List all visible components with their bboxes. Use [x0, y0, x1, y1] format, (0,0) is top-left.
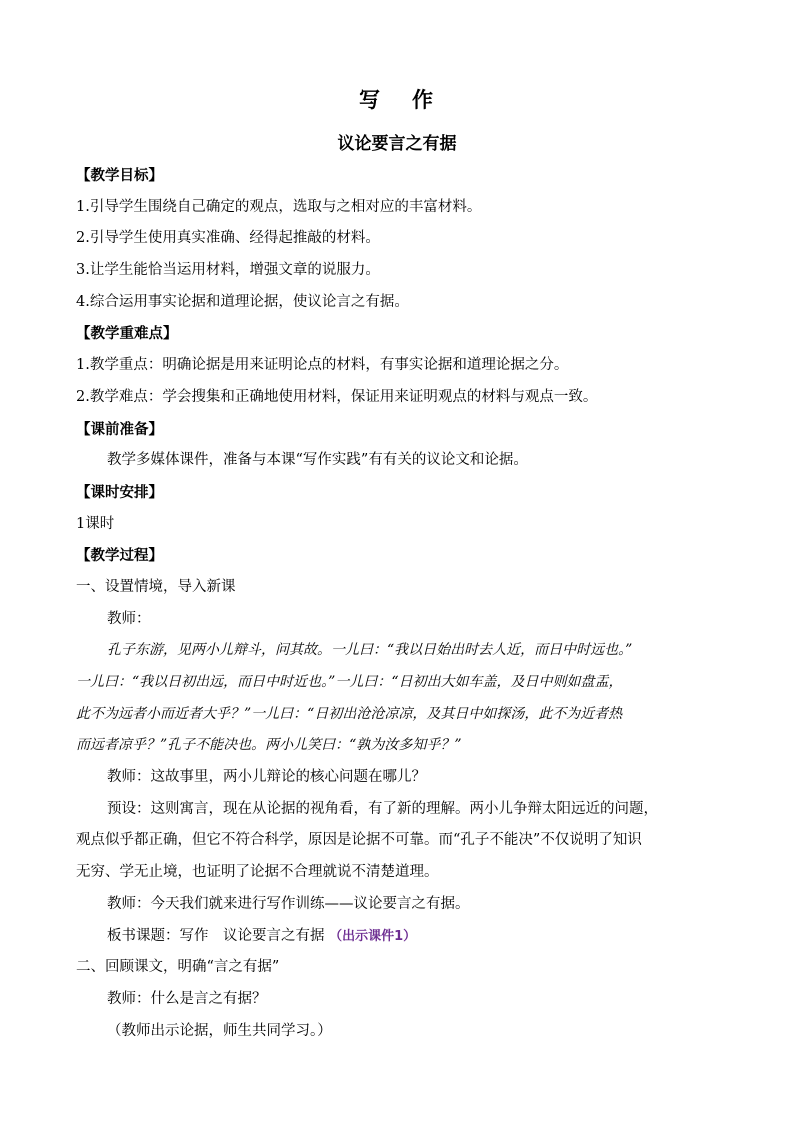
step-1-title: 一、设置情境，导入新课 [76, 578, 236, 595]
goal-item-4: 4.综合运用事实论据和道理论据，使议论言之有据。 [76, 293, 409, 310]
preset-line-2: 观点似乎都正确，但它不符合科学，原因是论据不可靠。而“孔子不能决”不仅说明了知识 [76, 832, 642, 849]
teacher-question: 教师：这故事里，两小儿辩论的核心问题在哪儿？ [107, 769, 426, 786]
story-line-2: 一儿曰：“我以日初出远，而日中时近也。”一儿曰：“日初出大如车盖，及日中则如盘盂， [76, 674, 623, 690]
title-part-2: 作 [412, 87, 435, 112]
teacher-today: 教师：今天我们就来进行写作训练——议论要言之有据。 [107, 895, 470, 912]
board-line [76, 921, 726, 953]
section-heading-goals: 【教学目标】 [76, 167, 163, 184]
preset-line-1: 预设：这则寓言，现在从论据的视角看，有了新的理解。两小儿争辩太阳远近的问题， [107, 800, 658, 817]
story-line-3: 此不为远者小而近者大乎？”一儿曰：“日初出沧沧凉凉，及其日中如探汤，此不为近者热 [76, 705, 623, 722]
page-subtitle: 议论要言之有据 [337, 134, 457, 154]
title-part-1: 写 [359, 87, 382, 112]
teacher-label: 教师： [107, 610, 151, 627]
section-heading-process: 【教学过程】 [76, 547, 163, 565]
keypoint-item-1: 1.教学重点：明确论据是用来证明论点的材料，有事实论据和道理论据之分。 [76, 357, 569, 374]
board-note: （出示课件1） [329, 928, 417, 944]
teacher-show: （教师出示论据，师生共同学习。） [107, 1022, 332, 1039]
preset-line-3: 无穷、学无止境，也证明了论据不合理就说不清楚道理。 [76, 864, 439, 881]
story-line-4: 而远者凉乎？”孔子不能决也。两小儿笑曰：“孰为汝多知乎？” [76, 737, 462, 754]
prep-text: 教学多媒体课件，准备与本课“写作实践”有有关的议论文和论据。 [107, 452, 528, 469]
section-heading-keypoints: 【教学重难点】 [76, 325, 178, 343]
teacher-what: 教师：什么是言之有据？ [107, 990, 267, 1007]
page-title [0, 84, 794, 114]
goal-item-1: 1.引导学生围绕自己确定的观点，选取与之相对应的丰富材料。 [76, 198, 482, 215]
goal-item-2: 2.引导学生使用真实准确、经得起推敲的材料。 [76, 230, 380, 247]
story-line-1: 孔子东游，见两小儿辩斗，问其故。一儿曰：“我以日始出时去人近，而日中时远也。” [107, 642, 633, 659]
keypoint-item-2: 2.教学难点：学会搜集和正确地使用材料，保证用来证明观点的材料与观点一致。 [76, 388, 598, 405]
document-body [76, 160, 726, 1047]
section-heading-prep: 【课前准备】 [76, 420, 163, 438]
goal-item-3: 3.让学生能恰当运用材料，增强文章的说服力。 [76, 262, 380, 279]
board-text: 板书课题：写作 议论要言之有据 [107, 927, 325, 944]
section-heading-schedule: 【课时安排】 [76, 483, 163, 501]
step-2-title: 二、回顾课文，明确“言之有据” [76, 959, 280, 976]
schedule-text: 1课时 [76, 515, 115, 532]
